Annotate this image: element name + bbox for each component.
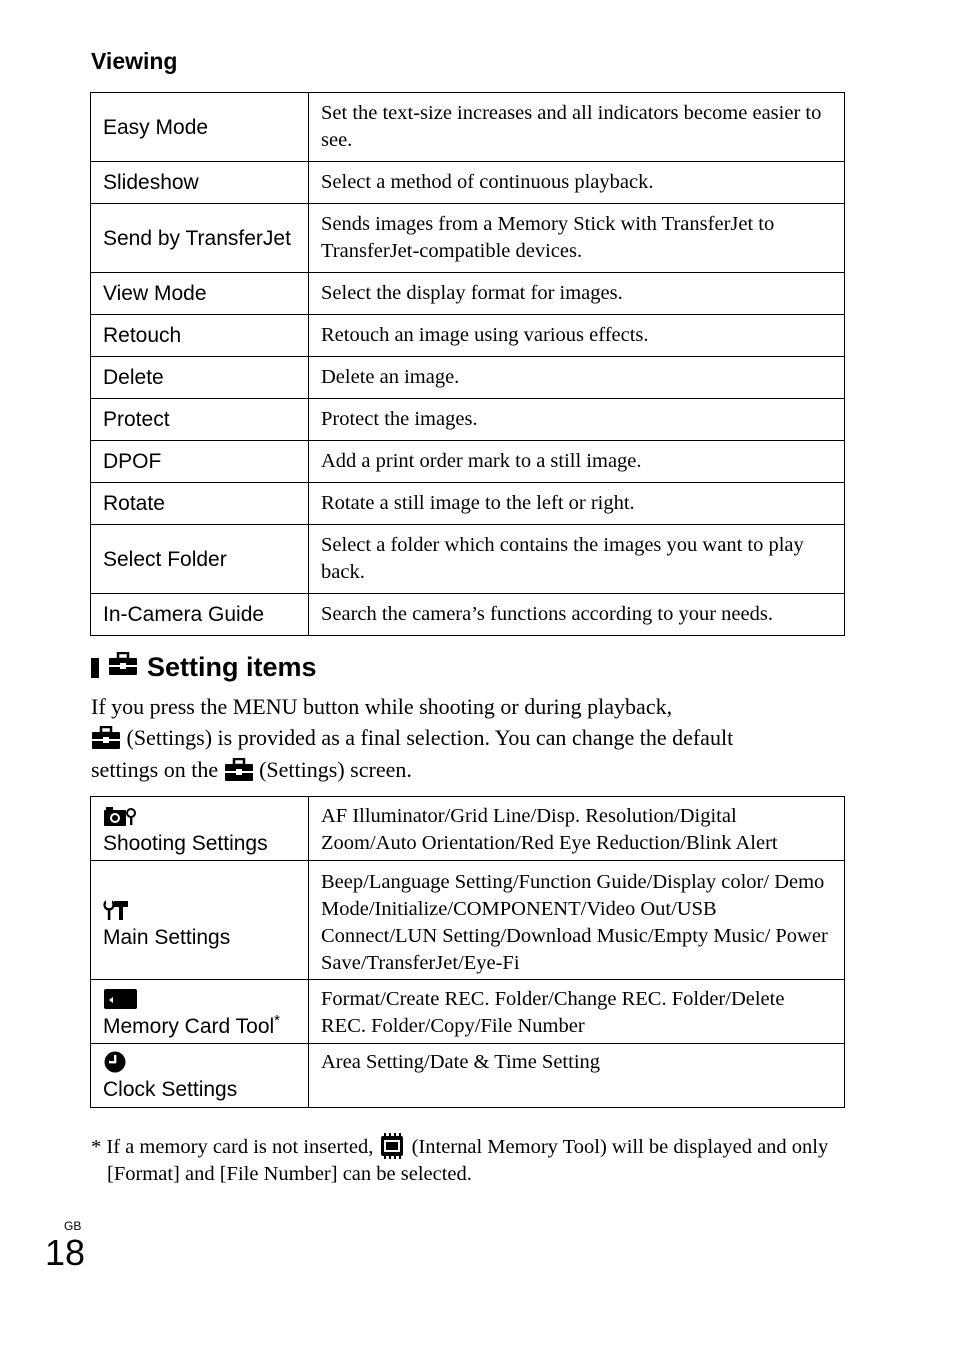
- menu-item-name-cell: [91, 1044, 309, 1108]
- settings-menu-table: [90, 796, 845, 1108]
- menu-item-name: DPOF: [91, 441, 309, 483]
- wrench-hammer-icon: [103, 899, 296, 925]
- menu-item-name: Select Folder: [91, 525, 309, 594]
- table-row: [91, 357, 845, 399]
- intro-line: If you press the MENU button while shooting or during playback,: [91, 694, 673, 719]
- menu-item-name: Rotate: [91, 483, 309, 525]
- footnote-text: * If a memory card is not inserted,: [91, 1136, 374, 1158]
- menu-item-description: Add a print order mark to a still image.: [309, 441, 845, 483]
- menu-item-description: Retouch an image using various effects.: [309, 315, 845, 357]
- table-row: [91, 162, 845, 204]
- menu-item-name: View Mode: [91, 273, 309, 315]
- table-row: [91, 441, 845, 483]
- intro-text: (Settings) screen.: [259, 756, 412, 782]
- intro-line: [91, 755, 851, 787]
- table-row: [91, 483, 845, 525]
- menu-item-name: Retouch: [91, 315, 309, 357]
- table-row: [91, 594, 845, 636]
- menu-item-name: Slideshow: [91, 162, 309, 204]
- footnote-asterisk: *: [274, 1012, 281, 1029]
- menu-item-name: Main Settings: [103, 926, 231, 949]
- intro-text: settings on the: [91, 756, 219, 782]
- menu-item-name: Memory Card Tool: [103, 1015, 275, 1038]
- toolbox-icon: [224, 756, 254, 787]
- menu-item-name: In-Camera Guide: [91, 594, 309, 636]
- internal-memory-icon: [378, 1136, 406, 1158]
- menu-item-name-cell: [91, 980, 309, 1044]
- menu-item-description: Search the camera’s functions according to your needs.: [309, 594, 845, 636]
- menu-item-description: Select a method of continuous playback.: [309, 162, 845, 204]
- menu-item-description: Delete an image.: [309, 357, 845, 399]
- menu-item-name: Shooting Settings: [103, 832, 268, 855]
- table-row: [91, 315, 845, 357]
- intro-line: [91, 723, 851, 755]
- menu-item-description: Set the text-size increases and all indicators become easier to see.: [309, 93, 845, 162]
- menu-item-description: Protect the images.: [309, 399, 845, 441]
- menu-item-description: Format/Create REC. Folder/Change REC. Folder/Delete REC. Folder/Copy/File Number: [309, 980, 845, 1044]
- intro-text: (Settings) is provided as a final selection. You can change the default: [126, 724, 734, 750]
- menu-item-description: Rotate a still image to the left or right.: [309, 483, 845, 525]
- page-language-code: GB: [64, 1219, 82, 1233]
- table-row: [91, 204, 845, 273]
- menu-item-description: AF Illuminator/Grid Line/Disp. Resolution/Digital Zoom/Auto Orientation/Red Eye Reduction/Blink Alert: [309, 797, 845, 861]
- menu-item-name: Protect: [91, 399, 309, 441]
- clock-icon: [103, 1051, 296, 1077]
- footnote: [91, 1133, 851, 1188]
- table-row: [91, 980, 845, 1044]
- memory-card-icon: [103, 988, 296, 1014]
- menu-item-name-cell: [91, 861, 309, 980]
- section-title-text: Setting items: [147, 652, 317, 682]
- toolbox-icon: [91, 724, 121, 755]
- menu-item-description: Beep/Language Setting/Function Guide/Display color/ Demo Mode/Initialize/COMPONENT/Video Out/USB Connect/LUN Setting/Download Music/Empty Music/ Power Save/TransferJet/Eye-Fi: [309, 861, 845, 980]
- menu-item-description: Sends images from a Memory Stick with TransferJet to TransferJet-compatible devices.: [309, 204, 845, 273]
- intro-paragraph: [91, 692, 851, 787]
- menu-item-name: Easy Mode: [91, 93, 309, 162]
- viewing-menu-table: [90, 92, 845, 636]
- footnote-text: (Internal Memory Tool) will be displayed and only [Format] and [File Number] can be selected.: [107, 1136, 829, 1185]
- menu-item-description: Select a folder which contains the images you want to play back.: [309, 525, 845, 594]
- menu-item-description: Area Setting/Date & Time Setting: [309, 1044, 845, 1108]
- table-row: [91, 797, 845, 861]
- section-title-setting-items: [91, 652, 317, 683]
- menu-item-name: Clock Settings: [103, 1078, 238, 1101]
- menu-item-name: Delete: [91, 357, 309, 399]
- table-row: [91, 273, 845, 315]
- menu-item-description: Select the display format for images.: [309, 273, 845, 315]
- camera-settings-icon: [103, 805, 296, 831]
- section-heading-viewing: Viewing: [91, 48, 178, 74]
- table-row: [91, 1044, 845, 1108]
- menu-item-name-cell: [91, 797, 309, 861]
- table-row: [91, 399, 845, 441]
- table-row: [91, 525, 845, 594]
- section-marker: [91, 658, 99, 678]
- page-number: 18: [45, 1232, 86, 1273]
- table-row: [91, 93, 845, 162]
- table-row: [91, 861, 845, 980]
- menu-item-name: Send by TransferJet: [91, 204, 309, 273]
- toolbox-icon: [108, 652, 138, 683]
